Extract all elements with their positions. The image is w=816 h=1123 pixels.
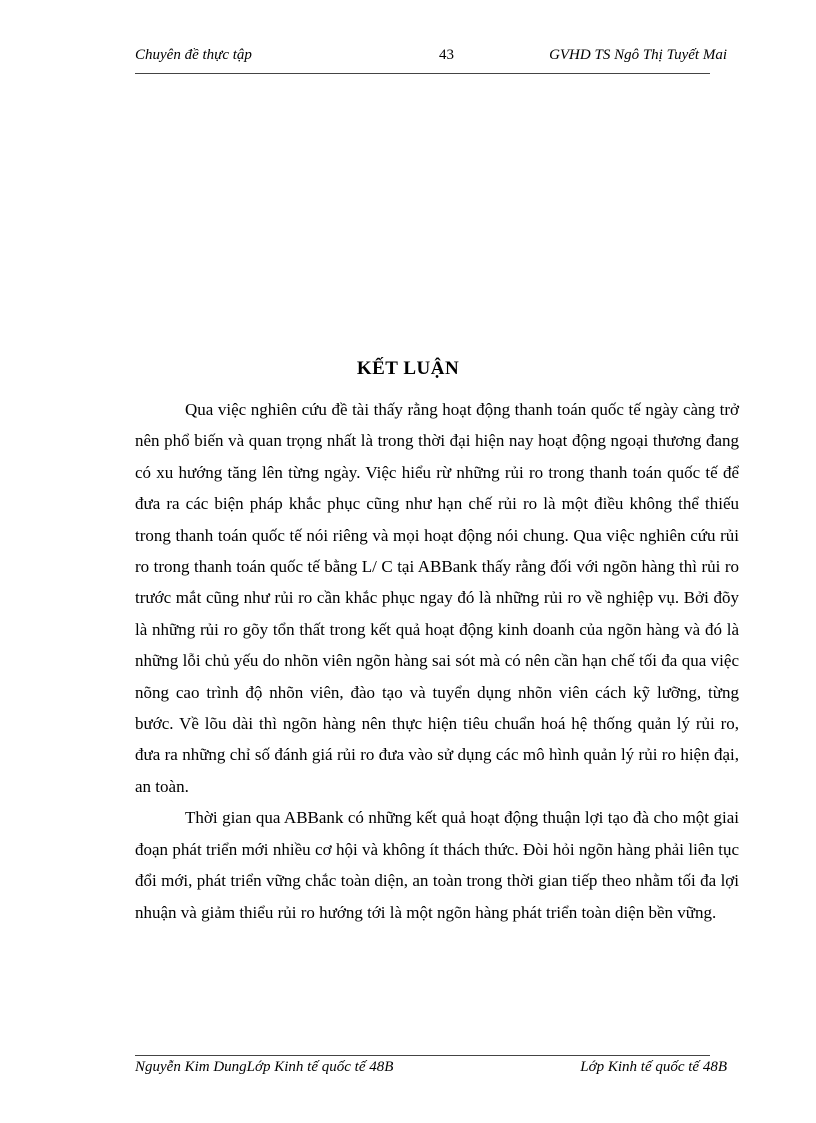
footer-class: Lớp Kinh tế quốc tế 48B [580, 1059, 727, 1075]
page-footer [135, 1059, 727, 1081]
body-text [135, 394, 739, 928]
page-header [135, 47, 727, 71]
header-doc-type: Chuyên đề thực tập [135, 47, 252, 63]
footer-author: Nguyễn Kim DungLớp Kinh tế quốc tế 48B [135, 1059, 394, 1075]
section-title: KẾT LUẬN [356, 358, 460, 379]
header-supervisor: GVHD TS Ngô Thị Tuyết Mai [549, 47, 727, 63]
paragraph: Qua việc nghiên cứu đề tài thấy rằng hoạt động thanh toán quốc tế ngày càng trở nên phổ biến và quan trọng nhất là trong thời đại hiện nay hoạt động ngoại thương đang có xu hướng tăng lên từng ngày. Việc hiểu rừ những rủi ro trong thanh toán quốc tế để đưa ra các biện pháp khắc phục cũng như hạn chế rủi ro là một điều không thể thiếu trong thanh toán quốc tế nói riêng và mọi hoạt động nói chung. Qua việc nghiên cứu rủi ro trong thanh toán quốc tế bằng L/ C tại ABBank thấy rằng đối với ngõn hàng thì rủi ro trước mắt cũng như rủi ro cần khắc phục ngay đó là những rủi ro về nghiệp vụ. Bởi đõy là những rủi ro gõy tổn thất trong kết quả hoạt động kinh doanh của ngõn hàng và đó là những lỗi chủ yếu do nhõn viên ngõn hàng sai sót mà có nên cần hạn chế tối đa qua việc nõng cao trình độ nhõn viên, đào tạo và tuyển dụng nhõn viên cách kỹ lưỡng, từng bước. Về lõu dài thì ngõn hàng nên thực hiện tiêu chuẩn hoá hệ thống quản lý rủi ro, đưa ra những chỉ số đánh giá rủi ro đưa vào sử dụng các mô hình quản lý rủi ro hiện đại, an toàn. [135, 400, 739, 796]
page-number: 43 [439, 47, 454, 63]
footer-divider [135, 1055, 710, 1056]
paragraph: Thời gian qua ABBank có những kết quả hoạt động thuận lợi tạo đà cho một giai đoạn phát triển mới nhiều cơ hội và không ít thách thức. Đòi hỏi ngõn hàng phải liên tục đổi mới, phát triển vững chắc toàn diện, an toàn trong thời gian tiếp theo nhằm tối đa lợi nhuận và giảm thiểu rủi ro hướng tới là một ngõn hàng phát triển toàn diện bền vững. [135, 808, 739, 922]
header-divider [135, 73, 710, 74]
